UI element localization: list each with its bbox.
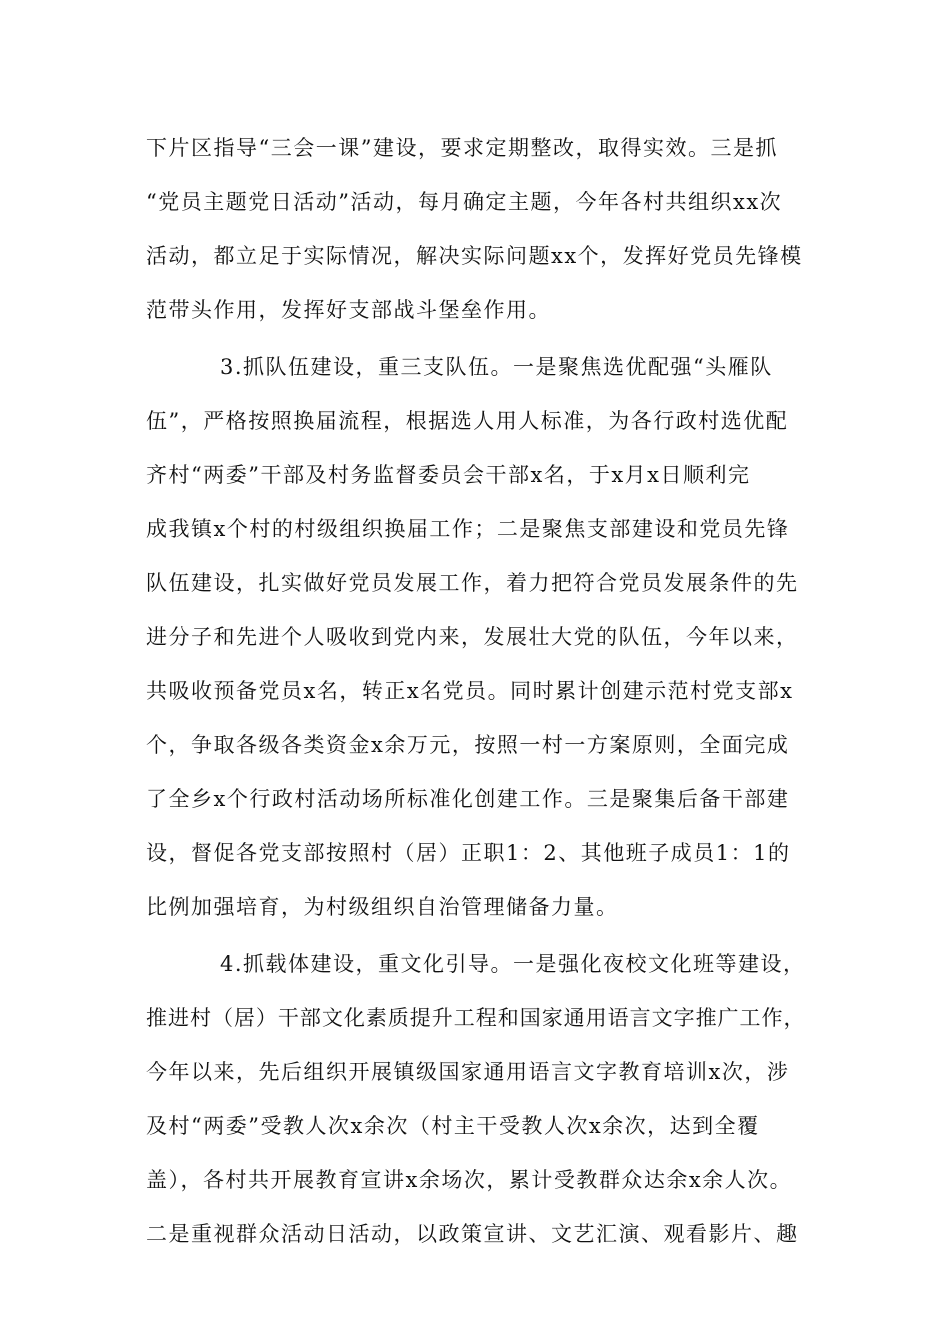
- text-line: 推进村（居）干部文化素质提升工程和国家通用语言文字推广工作，: [146, 1006, 806, 1030]
- text-line: 活动，都立足于实际情况，解决实际问题xx个，发挥好党员先锋模: [146, 244, 803, 268]
- text-line: 齐村“两委”干部及村务监督委员会干部x名，于x月x日顺利完: [146, 463, 751, 487]
- text-line: 比例加强培育，为村级组织自治管理储备力量。: [146, 895, 619, 919]
- text-line: 个，争取各级各类资金x余万元，按照一村一方案原则，全面完成: [146, 733, 790, 757]
- text-line: 成我镇x个村的村级组织换届工作；二是聚焦支部建设和党员先锋: [146, 517, 790, 541]
- text-line: 今年以来，先后组织开展镇级国家通用语言文字教育培训x次，涉: [146, 1060, 790, 1084]
- text-line: “党员主题党日活动”活动，每月确定主题，今年各村共组织xx次: [146, 190, 783, 214]
- text-line: 设，督促各党支部按照村（居）正职1：2、其他班子成员1：1的: [146, 841, 791, 865]
- paragraph-heading-line: 3.抓队伍建设，重三支队伍。一是聚焦选优配强“头雁队: [220, 355, 773, 379]
- text-line: 共吸收预备党员x名，转正x名党员。同时累计创建示范村党支部x: [146, 679, 794, 703]
- text-line: 范带头作用，发挥好支部战斗堡垒作用。: [146, 298, 551, 322]
- paragraph-heading-line: 4.抓载体建设，重文化引导。一是强化夜校文化班等建设，: [220, 952, 806, 976]
- text-line: 盖），各村共开展教育宣讲x余场次，累计受教群众达余x余人次。: [146, 1168, 793, 1192]
- text-line: 队伍建设，扎实做好党员发展工作，着力把符合党员发展条件的先: [146, 571, 799, 595]
- text-line: 二是重视群众活动日活动，以政策宣讲、文艺汇演、观看影片、趣: [146, 1222, 799, 1246]
- text-line: 伍”，严格按照换届流程，根据选人用人标准，为各行政村选优配: [146, 409, 789, 433]
- text-line: 了全乡x个行政村活动场所标准化创建工作。三是聚集后备干部建: [146, 787, 790, 811]
- text-line: 进分子和先进个人吸收到党内来，发展壮大党的队伍，今年以来，: [146, 625, 799, 649]
- text-line: 下片区指导“三会一课”建设，要求定期整改，取得实效。三是抓: [146, 136, 778, 160]
- text-line: 及村“两委”受教人次x余次（村主干受教人次x余次，达到全覆: [146, 1114, 760, 1138]
